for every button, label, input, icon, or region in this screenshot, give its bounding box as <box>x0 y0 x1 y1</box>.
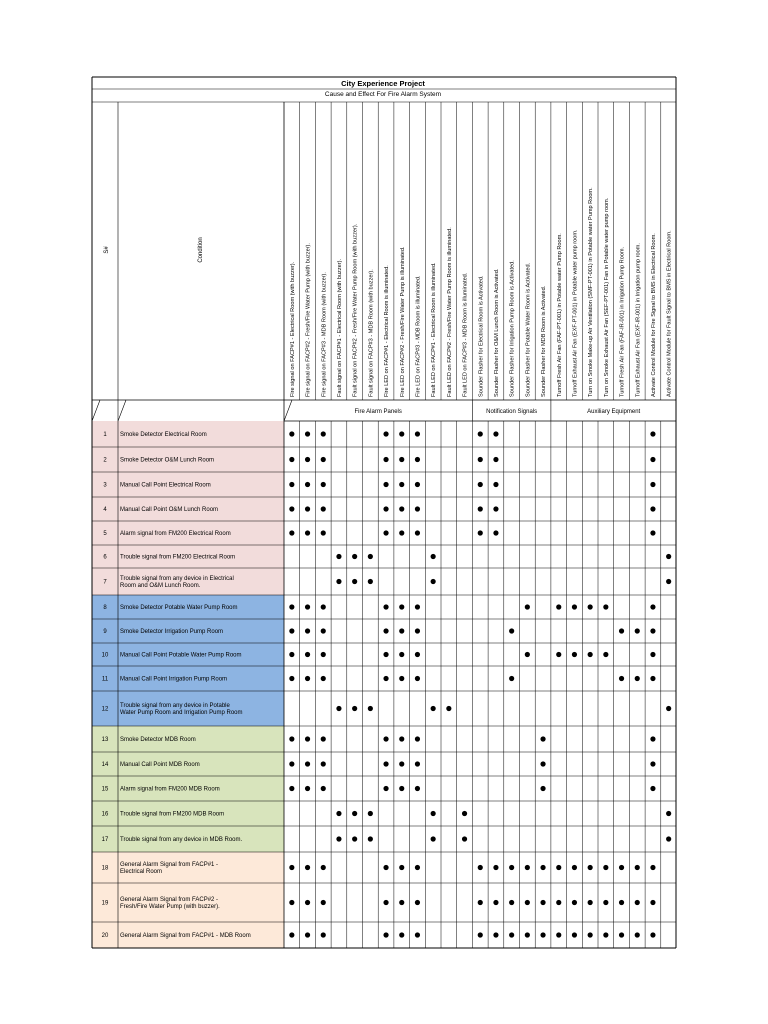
effect-dot <box>588 652 593 657</box>
effect-dot <box>650 628 655 633</box>
effect-dot <box>415 506 420 511</box>
effect-dot <box>305 932 310 937</box>
column-header: Fault LED on FACP#2 - Fresh/Fire Water Pump Room is illuminated. <box>446 227 453 397</box>
effect-dot <box>289 932 294 937</box>
effect-dot <box>415 786 420 791</box>
effect-dot <box>493 482 498 487</box>
row-number: 12 <box>101 706 109 713</box>
table-row <box>102 703 672 716</box>
effect-dot <box>588 900 593 905</box>
effect-dot <box>383 604 388 609</box>
effect-dot <box>383 506 388 511</box>
effect-dot <box>666 579 671 584</box>
table-row <box>103 604 655 611</box>
row-number: 10 <box>101 652 109 659</box>
effect-dot <box>572 652 577 657</box>
effect-dot <box>493 431 498 436</box>
table-row <box>102 811 672 818</box>
grid-line <box>92 400 100 421</box>
column-header: Fire signal on FACP#2 - Fresh/Fire Water Pump (with buzzer). <box>305 243 312 397</box>
effect-dot <box>399 865 404 870</box>
column-header: Turnoff Fresh Air Fan (FAF-PT-001) in Potable water Pump Room. <box>556 233 563 397</box>
row-condition: Manual Call Point Irrigation Pump Room <box>120 676 228 683</box>
column-header: Activate Control Module for Fault Signal to BMS in Electrical Room. <box>666 230 673 397</box>
effect-dot <box>289 530 294 535</box>
effect-dot <box>556 652 561 657</box>
effect-dot <box>289 736 294 741</box>
effect-dot <box>603 604 608 609</box>
effect-dot <box>305 676 310 681</box>
row-condition: Smoke Detector Potable Water Pump Room <box>120 605 238 611</box>
effect-dot <box>650 676 655 681</box>
column-header: Fire LED on FACP#1 - Electrical Room is illuminated. <box>384 265 391 397</box>
effect-dot <box>556 900 561 905</box>
row-condition: Manual Call Point Potable Water Pump Room <box>120 652 242 659</box>
effect-dot <box>493 932 498 937</box>
effect-dot <box>305 482 310 487</box>
effect-dot <box>415 900 420 905</box>
effect-dot <box>588 865 593 870</box>
effect-dot <box>321 761 326 766</box>
effect-dot <box>650 932 655 937</box>
effect-dot <box>619 932 624 937</box>
effect-dot <box>635 865 640 870</box>
column-header: Turnoff Exhaust Air Fan (EXF-IR-001) in Irrigation pump room. <box>635 243 642 397</box>
row-condition: Manual Call Point O&M Lunch Room <box>120 507 219 513</box>
effect-dot <box>305 604 310 609</box>
row-number: 4 <box>103 507 107 513</box>
effect-dot <box>321 506 326 511</box>
effect-dot <box>305 786 310 791</box>
effect-dot <box>383 932 388 937</box>
column-header: Turn on Smoke Exhaust Air Fan (SEF-PT-001) Fan in Potable water pump room. <box>603 197 610 397</box>
table-row <box>103 482 655 489</box>
row-condition: Trouble signal from FM200 Electrical Room <box>120 554 236 561</box>
effect-dot <box>415 628 420 633</box>
effect-dot <box>336 554 341 559</box>
effect-dot <box>336 579 341 584</box>
effect-dot <box>368 554 373 559</box>
effect-dot <box>415 736 420 741</box>
effect-dot <box>305 761 310 766</box>
effect-dot <box>540 761 545 766</box>
effect-dot <box>289 604 294 609</box>
effect-dot <box>289 628 294 633</box>
table-row <box>102 932 656 939</box>
effect-dot <box>540 932 545 937</box>
effect-dot <box>321 604 326 609</box>
row-number: 17 <box>101 837 109 843</box>
row-number: 7 <box>103 579 107 586</box>
group-header: Fire Alarm Panels <box>354 409 402 415</box>
effect-dot <box>493 506 498 511</box>
row-number: 9 <box>103 629 107 635</box>
effect-dot <box>431 579 436 584</box>
effect-dot <box>509 900 514 905</box>
effect-dot <box>383 900 388 905</box>
row-number: 16 <box>101 811 109 818</box>
column-header: Turnoff Fresh Air Fan (FAF-IR-001) in Irrigation Pump Room. <box>619 246 626 397</box>
effect-dot <box>650 457 655 462</box>
effect-dot <box>540 786 545 791</box>
effect-dot <box>289 761 294 766</box>
effect-dot <box>289 506 294 511</box>
effect-dot <box>383 761 388 766</box>
effect-dot <box>399 604 404 609</box>
row-number: 11 <box>101 676 109 683</box>
effect-dot <box>352 706 357 711</box>
effect-dot <box>415 431 420 436</box>
effect-dot <box>305 900 310 905</box>
effect-dot <box>525 865 530 870</box>
effect-dot <box>493 457 498 462</box>
effect-dot <box>383 865 388 870</box>
effect-dot <box>603 932 608 937</box>
effect-dot <box>399 628 404 633</box>
effect-dot <box>399 530 404 535</box>
effect-dot <box>650 604 655 609</box>
effect-dot <box>289 900 294 905</box>
effect-dot <box>399 932 404 937</box>
row-condition: Manual Call Point MDB Room <box>120 762 200 768</box>
effect-dot <box>289 431 294 436</box>
effect-dot <box>603 652 608 657</box>
effect-dot <box>635 628 640 633</box>
table-row <box>103 431 655 438</box>
effect-dot <box>635 932 640 937</box>
row-number: 3 <box>103 482 107 489</box>
effect-dot <box>415 457 420 462</box>
effect-dot <box>336 706 341 711</box>
effect-dot <box>650 900 655 905</box>
effect-dot <box>650 506 655 511</box>
effect-dot <box>478 530 483 535</box>
effect-dot <box>619 628 624 633</box>
effect-dot <box>415 865 420 870</box>
row-condition: Manual Call Point Electrical Room <box>120 482 211 489</box>
effect-dot <box>462 836 467 841</box>
row-condition: General Alarm Signal from FACP#2 -Fresh/Fire Water Pump (with buzzer). <box>120 896 220 911</box>
effect-dot <box>383 530 388 535</box>
effect-dot <box>352 836 357 841</box>
column-header: Fire LED on FACP#3 - MDB Room is illuminated. <box>415 275 422 397</box>
row-number: 19 <box>101 900 109 907</box>
effect-dot <box>321 482 326 487</box>
column-headers <box>290 187 673 397</box>
effect-dot <box>352 579 357 584</box>
column-header: Sounder Flasher for O&M Lunch Room is Activated. <box>493 268 500 397</box>
effect-dot <box>399 786 404 791</box>
effect-dot <box>383 431 388 436</box>
effect-dot <box>289 786 294 791</box>
row-condition: Smoke Detector O&M Lunch Room <box>120 457 215 464</box>
effect-dot <box>650 482 655 487</box>
effect-dot <box>446 706 451 711</box>
effect-dot <box>289 676 294 681</box>
column-header: Turn on Smoke Make-up Air Ventilation (SMF-PT-001) in Potable water Pump Room. <box>588 187 595 397</box>
effect-dot <box>321 736 326 741</box>
effect-dot <box>635 676 640 681</box>
row-condition: Smoke Detector MDB Room <box>120 737 196 743</box>
effect-dot <box>556 932 561 937</box>
column-header: Fire signal on FACP#3 - MDB Room (with buzzer). <box>321 272 328 397</box>
effect-dot <box>399 900 404 905</box>
document-subtitle: Cause and Effect For Fire Alarm System <box>324 91 442 98</box>
table-row <box>102 652 656 659</box>
effect-dot <box>399 676 404 681</box>
row-number: 1 <box>103 432 107 438</box>
grid-line <box>284 400 292 421</box>
row-condition: General Alarm Signal from FACP#1 -Electrical Room <box>120 861 219 876</box>
row-condition: Trouble signal from FM200 MDB Room <box>120 811 225 818</box>
column-header: Activate Control Module for Fire Signal to BMS in Electrical Room. <box>650 233 657 397</box>
effect-dot <box>415 652 420 657</box>
column-header: Fire LED on FACP#2 - Fresh/Fire Water Pump is illuminated. <box>399 246 406 397</box>
column-header: Sounder Flasher for Irrigation Pump Room is Activated. <box>509 260 516 397</box>
effect-dot <box>321 457 326 462</box>
effect-dot <box>383 457 388 462</box>
effect-dot <box>572 932 577 937</box>
effect-dot <box>493 900 498 905</box>
effect-dot <box>399 482 404 487</box>
row-condition: General Alarm Signal from FACP#1 - MDB Room <box>120 933 251 939</box>
effect-dot <box>525 932 530 937</box>
effect-dot <box>431 554 436 559</box>
grid-line <box>118 400 126 421</box>
effect-dot <box>478 865 483 870</box>
effect-dot <box>383 676 388 681</box>
effect-dot <box>383 652 388 657</box>
effect-dot <box>336 836 341 841</box>
effect-dot <box>619 676 624 681</box>
effect-dot <box>462 811 467 816</box>
effect-dot <box>399 761 404 766</box>
row-condition: Trouble signal from any device in MDB Room. <box>120 837 243 843</box>
row-number: 6 <box>103 554 107 561</box>
column-header: Turnoff Exhaust Air Fan (EXF-PT-001) in Potable water pump room. <box>572 229 579 397</box>
effect-dot <box>289 482 294 487</box>
row-number: 15 <box>101 786 109 793</box>
column-header: Fault signal on FACP#1 - Electrical Room (with buzzer). <box>336 258 343 397</box>
effect-dot <box>383 628 388 633</box>
row-condition: Trouble signal from any device in Potable Water Pump Room and Irrigation Pump Room <box>120 702 243 717</box>
effect-dot <box>352 811 357 816</box>
effect-dot <box>321 900 326 905</box>
effect-dot <box>431 706 436 711</box>
effect-dot <box>305 652 310 657</box>
effect-dot <box>540 865 545 870</box>
effect-dot <box>321 431 326 436</box>
effect-dot <box>305 628 310 633</box>
effect-dot <box>415 604 420 609</box>
effect-dot <box>352 554 357 559</box>
effect-dot <box>415 676 420 681</box>
effect-dot <box>368 836 373 841</box>
effect-dot <box>540 736 545 741</box>
row-number: 14 <box>101 762 109 768</box>
effect-dot <box>305 865 310 870</box>
effect-dot <box>619 900 624 905</box>
table-row <box>103 530 655 537</box>
effect-dot <box>289 865 294 870</box>
effect-dot <box>305 506 310 511</box>
effect-dot <box>321 530 326 535</box>
document-title: City Experience Project <box>341 79 425 88</box>
effect-dot <box>493 530 498 535</box>
effect-dot <box>525 900 530 905</box>
effect-dot <box>603 865 608 870</box>
effect-dot <box>321 652 326 657</box>
effect-dot <box>572 900 577 905</box>
column-header: Fault LED on FACP#3 - MDB Room is illuminated. <box>462 272 469 397</box>
group-headers <box>355 409 641 415</box>
effect-dot <box>666 706 671 711</box>
table-row <box>103 554 671 561</box>
effect-dot <box>509 628 514 633</box>
row-condition: Smoke Detector Electrical Room <box>120 432 207 438</box>
effect-dot <box>321 628 326 633</box>
column-header: Fire signal on FACP#1 - Electrical Room (with buzzer). <box>289 261 296 397</box>
effect-dot <box>556 865 561 870</box>
effect-dot <box>525 652 530 657</box>
effect-dot <box>525 604 530 609</box>
row-number: 8 <box>103 605 107 611</box>
effect-dot <box>415 761 420 766</box>
effect-dot <box>399 431 404 436</box>
header-sn: S# <box>104 246 110 254</box>
effect-dot <box>572 865 577 870</box>
effect-dot <box>650 431 655 436</box>
table-row <box>103 457 655 464</box>
effect-dot <box>383 736 388 741</box>
table-row <box>102 836 672 843</box>
effect-dot <box>289 457 294 462</box>
column-header: Fault LED on FACP#1 - Electrical Room is illuminated. <box>431 262 438 397</box>
table-row <box>103 576 671 589</box>
table-row <box>102 761 656 768</box>
effect-dot <box>556 604 561 609</box>
effect-dot <box>383 786 388 791</box>
row-number: 20 <box>101 933 109 939</box>
effect-dot <box>399 506 404 511</box>
effect-dot <box>321 786 326 791</box>
effect-dot <box>305 457 310 462</box>
effect-dot <box>588 932 593 937</box>
effect-dot <box>399 652 404 657</box>
effect-dot <box>603 900 608 905</box>
row-number: 2 <box>103 457 107 464</box>
effect-dot <box>305 736 310 741</box>
row-number: 5 <box>103 531 107 537</box>
table-row <box>103 628 655 635</box>
effect-dot <box>650 865 655 870</box>
effect-dot <box>431 836 436 841</box>
effect-dot <box>305 431 310 436</box>
group-header: Notification Signals <box>486 409 538 415</box>
row-condition: Smoke Detector Irrigation Pump Room <box>120 629 224 635</box>
header-condition: Condition <box>198 237 204 263</box>
effect-dot <box>478 482 483 487</box>
effect-dot <box>650 530 655 535</box>
effect-dot <box>415 932 420 937</box>
effect-dot <box>289 652 294 657</box>
effect-dot <box>478 431 483 436</box>
effect-dot <box>478 900 483 905</box>
effect-dot <box>478 457 483 462</box>
effect-dot <box>368 579 373 584</box>
effect-dot <box>666 554 671 559</box>
table-row <box>102 786 656 793</box>
effect-dot <box>650 761 655 766</box>
effect-dot <box>509 932 514 937</box>
column-header: Sounder Flasher for Electrical Room is Activated. <box>478 275 485 397</box>
effect-dot <box>415 530 420 535</box>
effect-dot <box>540 900 545 905</box>
row-condition: Alarm signal from FM200 Electrical Room <box>120 531 231 537</box>
effect-dot <box>650 652 655 657</box>
effect-dot <box>399 457 404 462</box>
effect-dot <box>509 676 514 681</box>
effect-dot <box>509 865 514 870</box>
row-number: 13 <box>101 737 109 743</box>
effect-dot <box>478 506 483 511</box>
effect-dot <box>588 604 593 609</box>
column-header: Fault signal on FACP#3 - MDB Room (with buzzer). <box>368 269 375 397</box>
row-condition: Trouble signal from any device in Electrical Room and O&M Lunch Room. <box>120 575 234 590</box>
effect-dot <box>321 932 326 937</box>
row-number: 18 <box>101 865 109 872</box>
table-row <box>102 736 656 743</box>
effect-dot <box>399 736 404 741</box>
row-condition: Alarm signal from FM200 MDB Room <box>120 786 220 793</box>
effect-dot <box>368 811 373 816</box>
effect-dot <box>635 900 640 905</box>
effect-dot <box>650 786 655 791</box>
effect-dot <box>666 811 671 816</box>
effect-dot <box>619 865 624 870</box>
effect-dot <box>572 604 577 609</box>
effect-dot <box>321 676 326 681</box>
effect-dot <box>415 482 420 487</box>
table-row <box>102 897 656 910</box>
column-header: Sounder Flasher for MDB Room is Activated. <box>541 285 548 397</box>
column-header: Fault signal on FACP#2 - Fresh/Fire Water Pump Room (with buzzer). <box>352 223 359 397</box>
effect-dot <box>478 932 483 937</box>
table-row <box>102 676 656 683</box>
effect-dot <box>305 530 310 535</box>
effect-dot <box>383 482 388 487</box>
effect-dot <box>493 865 498 870</box>
group-header: Auxiliary Equipment <box>587 409 641 415</box>
effect-dot <box>431 811 436 816</box>
effect-dot <box>368 706 373 711</box>
effect-dot <box>666 836 671 841</box>
table-row <box>103 506 655 513</box>
effect-dot <box>321 865 326 870</box>
effect-dot <box>336 811 341 816</box>
column-header: Sounder Flasher for Potable Water Room is Activated. <box>525 262 532 397</box>
effect-dot <box>650 736 655 741</box>
